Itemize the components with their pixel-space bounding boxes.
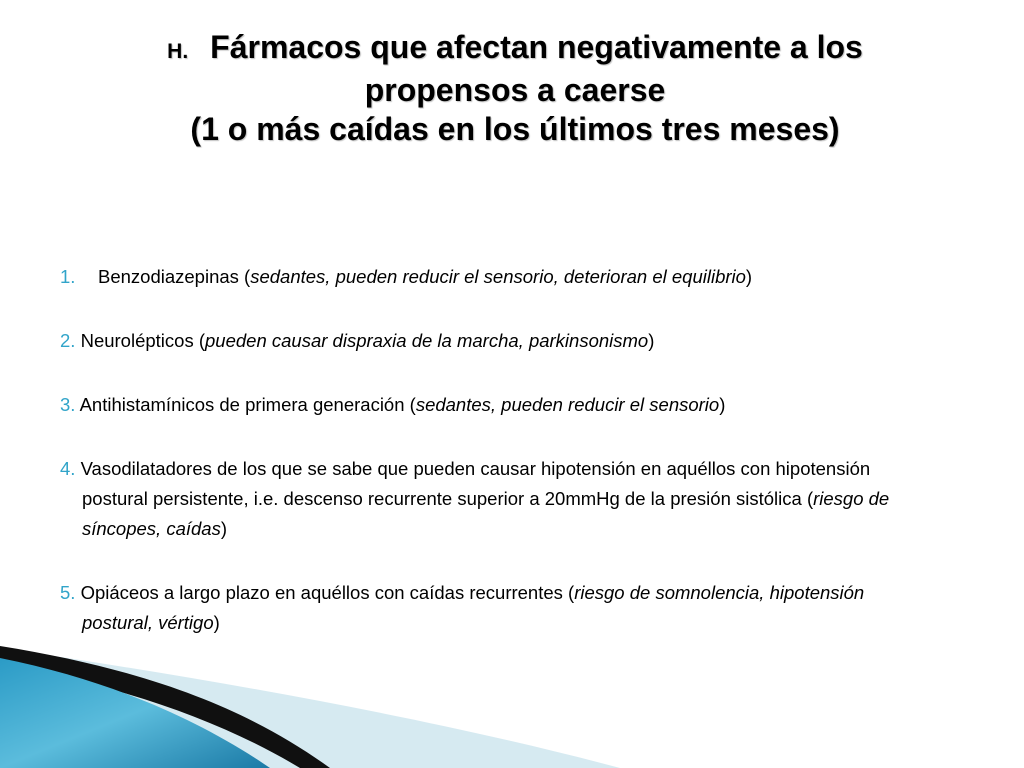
item-text: Benzodiazepinas (: [98, 266, 251, 287]
title-prefix: H.: [167, 40, 189, 63]
title-text-1: Fármacos que afectan negativamente a los: [210, 29, 863, 65]
item-text: Vasodilatadores de los que se sabe que pueden causar hipotensión en aquéllos con hipotensión postural persistente, i.e. descenso recurrente superior a 20mmHg de la presión sistólica (: [80, 458, 871, 509]
item-number: 5.: [60, 582, 76, 603]
item-number: 4.: [60, 458, 76, 479]
item-note: riesgo de somnolencia, hipotensión postural, vértigo: [82, 582, 865, 633]
item-number: 3.: [60, 394, 76, 415]
list-item: [60, 326, 940, 356]
list-item: [60, 262, 940, 292]
item-close: ): [648, 330, 655, 351]
item-note: riesgo de síncopes, caídas: [82, 488, 890, 539]
list-item: [60, 390, 940, 420]
item-text: Antihistamínicos de primera generación (: [79, 394, 416, 415]
item-close: ): [745, 266, 753, 287]
list-item: [60, 454, 940, 544]
slide-title: [60, 28, 970, 149]
corner-wave-decoration: [0, 640, 1024, 768]
item-close: ): [213, 612, 220, 633]
item-number: 2.: [60, 330, 76, 351]
item-text: Opiáceos a largo plazo en aquéllos con caídas recurrentes (: [80, 582, 575, 603]
item-number: 1.: [60, 266, 76, 287]
list-item: [60, 578, 940, 638]
item-text: Neurolépticos (: [80, 330, 205, 351]
item-note: sedantes, pueden reducir el sensorio: [415, 394, 720, 415]
drug-list: [60, 262, 940, 672]
title-line-3: (1 o más caídas en los últimos tres meses): [190, 111, 840, 147]
title-line-1: [60, 28, 970, 71]
item-close: ): [719, 394, 726, 415]
item-close: ): [220, 518, 228, 539]
item-note: sedantes, pueden reducir el sensorio, deterioran el equilibrio: [250, 266, 746, 287]
item-note: pueden causar dispraxia de la marcha, parkinsonismo: [205, 330, 649, 351]
title-line-2: propensos a caerse: [364, 72, 666, 108]
